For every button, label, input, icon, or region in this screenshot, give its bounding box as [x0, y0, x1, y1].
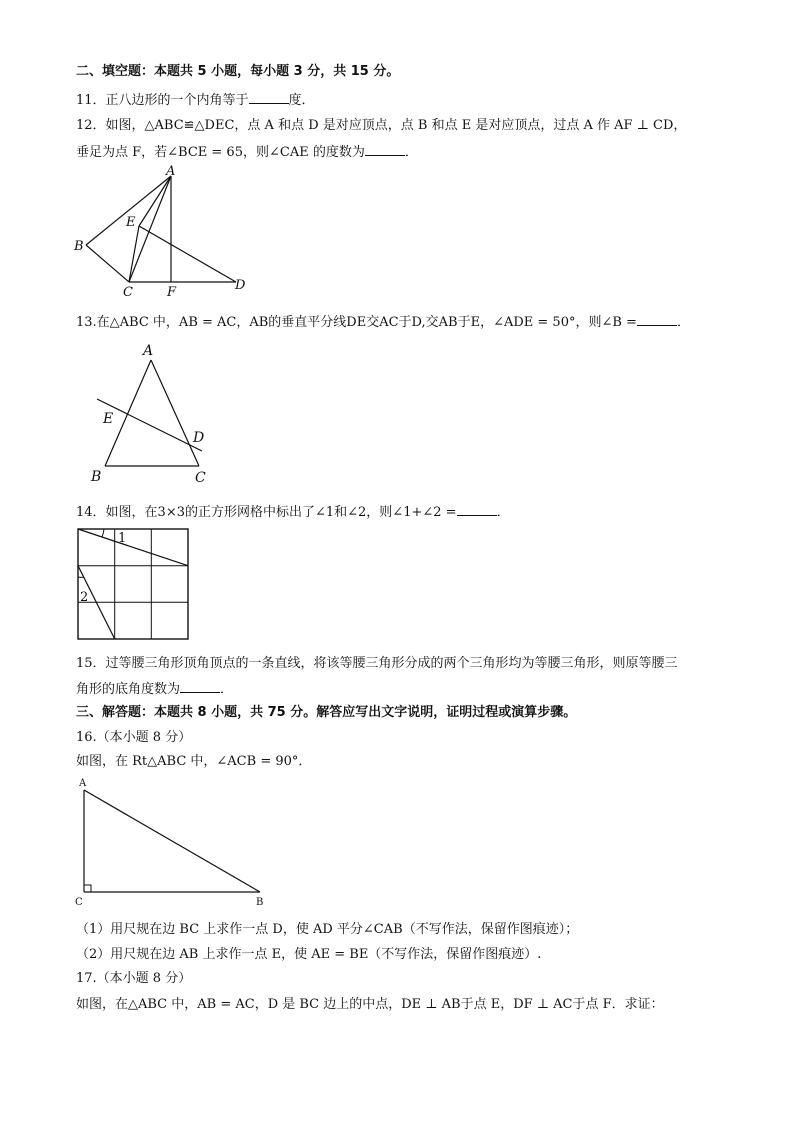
answer-blank[interactable]	[249, 91, 289, 104]
question-15-line-1: 15．过等腰三角形顶角顶点的一条直线，将该等腰三角形分成的两个三角形均为等腰三角形，则原等腰三	[76, 656, 678, 671]
label-e: E	[126, 215, 136, 230]
question-11	[76, 91, 315, 109]
question-12-suffix: ．	[404, 145, 418, 160]
question-12-text: 垂足为点 F，若∠BCE = 65，则∠CAE 的度数为	[76, 145, 365, 160]
angle-1-label: 1	[118, 531, 127, 546]
right-angle-mark	[84, 885, 91, 892]
question-15-text: 角形的底角度数为	[76, 682, 181, 697]
segment-ab	[84, 790, 260, 892]
question-11-text: 11．正八边形的一个内角等于	[76, 93, 249, 108]
angle-2-label: 2	[80, 590, 89, 605]
section-2-heading: 二、填空题：本题共 5 小题，每小题 3 分，共 15 分。	[76, 64, 400, 79]
label-c: C	[123, 285, 133, 300]
question-13	[76, 313, 690, 331]
label-b: B	[91, 469, 102, 485]
question-16-figure	[72, 775, 272, 907]
label-d: D	[235, 278, 246, 293]
label-f: F	[167, 285, 177, 300]
question-14-text: 14．如图，在3×3的正方形网格中标出了∠1和∠2，则∠1+∠2 =	[76, 505, 457, 520]
question-12-line-1: 12．如图，△ABC≌△DEC，点 A 和点 D 是对应顶点，点 B 和点 E 是对应顶点，过点 A 作 AF ⊥ CD，	[76, 118, 687, 133]
question-16-part-2: （2）用尺规在边 AB 上求作一点 E，使 AE = BE（不写作法，保留作图痕迹）.	[76, 947, 542, 962]
grid-border	[78, 529, 188, 639]
label-a: A	[143, 343, 154, 359]
question-13-text: 13.在△ABC 中，AB = AC，AB的垂直平分线DE交AC于D,交AB于E，∠ADE = 50°，则∠B =	[76, 315, 637, 330]
segment-ea	[139, 176, 171, 226]
angle-1-ray	[78, 529, 188, 566]
answer-blank[interactable]	[457, 503, 497, 516]
question-16-title: 16.（本小题 8 分）	[76, 730, 192, 745]
label-a: A	[166, 164, 176, 179]
label-a: A	[79, 778, 87, 789]
answer-blank[interactable]	[637, 313, 677, 326]
label-b: B	[256, 897, 264, 907]
label-c: C	[195, 470, 206, 486]
label-d: D	[193, 430, 205, 446]
answer-blank[interactable]	[365, 143, 405, 156]
answer-blank[interactable]	[180, 680, 220, 693]
segment-ac	[151, 360, 199, 466]
question-17-intro: 如图，在△ABC 中，AB = AC，D 是 BC 边上的中点，DE ⊥ AB于点 E，DF ⊥ AC于点 F．求证：	[76, 997, 664, 1012]
question-11-suffix: 度．	[288, 93, 315, 108]
segment-bc	[86, 245, 129, 282]
segment-ec	[129, 226, 139, 282]
question-16-part-1: （1）用尺规在边 BC 上求作一点 D，使 AD 平分∠CAB（不写作法，保留作图痕迹）；	[76, 922, 579, 937]
question-16-intro: 如图，在 Rt△ABC 中，∠ACB = 90°．	[76, 754, 312, 769]
segment-ba	[86, 176, 171, 245]
question-14-grid-figure	[76, 527, 192, 643]
question-13-suffix: ．	[676, 315, 690, 330]
section-3-heading: 三、解答题：本题共 8 小题，共 75 分。解答应写出文字说明，证明过程或演算步骤。	[76, 705, 577, 720]
question-12-figure	[70, 162, 260, 302]
question-17-title: 17.（本小题 8 分）	[76, 971, 192, 986]
label-b: B	[74, 239, 84, 254]
label-c: C	[75, 897, 83, 907]
question-15-suffix: ．	[220, 682, 234, 697]
question-15-line-2	[76, 680, 233, 698]
question-14-suffix: ．	[496, 505, 510, 520]
question-12-line-2	[76, 143, 418, 161]
question-13-figure	[85, 338, 215, 488]
angle-1-arc	[102, 529, 104, 537]
question-14	[76, 503, 510, 521]
segment-ed	[139, 226, 236, 282]
label-e: E	[103, 411, 114, 427]
